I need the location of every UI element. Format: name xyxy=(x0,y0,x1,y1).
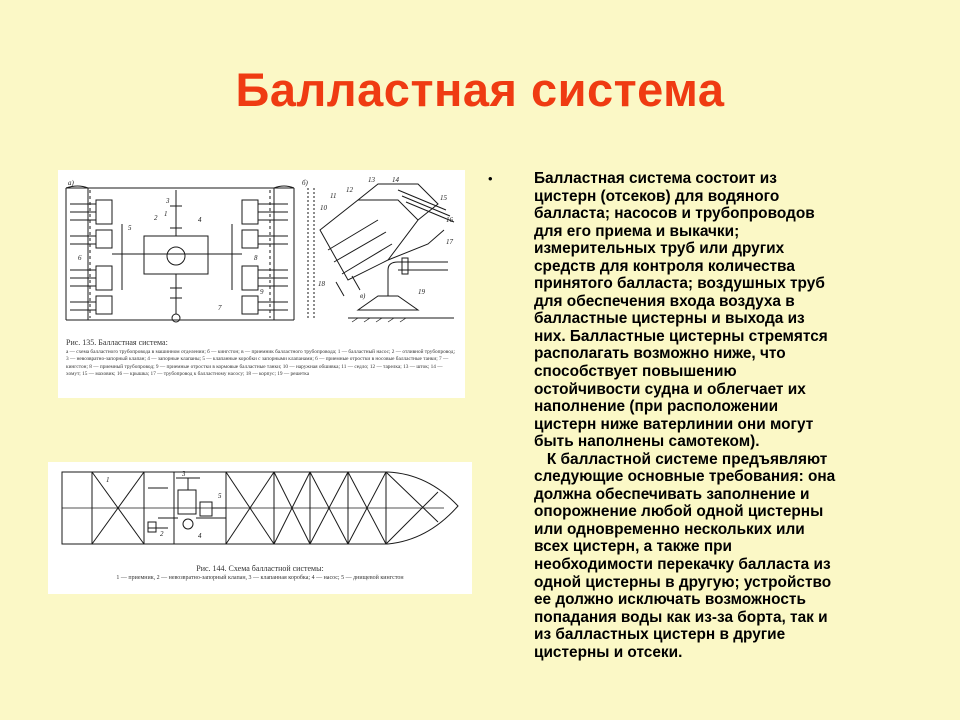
figure-top-caption-title: Рис. 135. Балластная система: xyxy=(66,338,168,347)
text-line: всех цистерн, а также при xyxy=(534,538,732,556)
label-17: 17 xyxy=(446,238,453,246)
panel-v-label: в) xyxy=(360,292,366,300)
text-line: Балластная система состоит из xyxy=(534,170,777,187)
figure-bottom-caption-title: Рис. 144. Схема балластной системы: xyxy=(196,564,324,573)
text-line: опорожнение любой одной цистерны xyxy=(534,503,824,521)
text-line: принятого балласта; воздушных труб xyxy=(534,275,825,293)
text-line: для его приема и выкачки; xyxy=(534,222,740,240)
text-line: быть наполнены самотеком). xyxy=(534,433,760,451)
figure-top-caption-body: а — схема балластного трубопровода в машинном отделении; б — кингстон; в — приемник балластного трубопровода; 1 — балластный насос; 2 — отливной трубопровод; 3 — невозвратно-запорный клапан; 4 — запорные клапаны; 5 — клапанные коробки с запорными клапанами; 6 — приемные отростки в носовые балластные танки; 7 — кингстон; 8 — приемный трубопровод; 9 — приемные отростки в кормовые балластные танки; 10 — наружная обшивка; 11 — седло; 12 — тарелка; 13 — шток; 14 — хомут; 15 — маховик; 16 — крышка; 17 — трубопровод к балластному насосу; 18 — корпус; 19 — решетка xyxy=(66,349,455,377)
text-line: из балластных цистерн в другие xyxy=(534,626,786,644)
text-line: располагать возможно ниже, что xyxy=(534,345,786,363)
ship-label-4: 4 xyxy=(198,532,202,540)
label-11: 11 xyxy=(330,192,337,200)
label-6: 6 xyxy=(78,254,82,262)
panel-b-label: б) xyxy=(302,179,308,187)
bullet-marker: • xyxy=(488,171,493,186)
text-line: балласта; насосов и трубопроводов xyxy=(534,205,815,223)
slide-title: Балластная система xyxy=(235,63,725,116)
text-line: способствует повышению xyxy=(534,363,737,381)
label-8: 8 xyxy=(254,254,258,262)
text-line: К балластной системе предъявляют xyxy=(534,450,828,468)
label-15: 15 xyxy=(440,194,447,202)
text-line: необходимости перекачку балласта из xyxy=(534,556,831,574)
text-line: них. Балластные цистерны стремятся xyxy=(534,327,828,345)
label-12: 12 xyxy=(346,186,353,194)
text-line: одной цистерны в другую; устройство xyxy=(534,573,832,591)
ship-label-3: 3 xyxy=(182,470,186,478)
label-9: 9 xyxy=(260,288,264,296)
ship-label-2: 2 xyxy=(160,530,164,538)
label-5: 5 xyxy=(128,224,132,232)
bullet-paragraph xyxy=(534,170,918,661)
label-19: 19 xyxy=(418,288,425,296)
text-line: ее должно исключать возможность xyxy=(534,591,806,609)
ship-label-1: 1 xyxy=(106,476,110,484)
text-line: для обеспечения входа воздуха в xyxy=(534,292,795,310)
label-13: 13 xyxy=(368,176,375,184)
label-2: 2 xyxy=(154,214,158,222)
label-7: 7 xyxy=(218,304,222,312)
text-line: попадания воды как из-за борта, так и xyxy=(534,608,828,626)
text-line: цистерн ниже ватерлинии они могут xyxy=(534,415,814,433)
label-4: 4 xyxy=(198,216,202,224)
ship-ballast-scheme xyxy=(48,462,472,594)
ship-label-5: 5 xyxy=(218,492,222,500)
text-line: следующие основные требования: она xyxy=(534,468,836,486)
text-line: цистерны и отсеки. xyxy=(534,643,683,661)
text-line: средств для контроля количества xyxy=(534,257,795,275)
text-line: балластные цистерны и выхода из xyxy=(534,310,805,328)
text-line: остойчивости судна и облегчает их xyxy=(534,380,806,398)
ballast-piping-diagram xyxy=(58,170,465,398)
text-line: измерительных труб или других xyxy=(534,240,785,258)
label-3: 3 xyxy=(166,197,170,205)
figure-bottom-caption-body: 1 — приемник, 2 — невозвратно-запорный клапан, 3 — клапанная коробка; 4 — насос; 5 — днищевой кингстон xyxy=(116,575,404,581)
text-line: или одновременно нескольких или xyxy=(534,520,805,538)
text-line: цистерн (отсеков) для водяного xyxy=(534,187,780,205)
text-line: должна обеспечивать заполнение и xyxy=(534,485,810,503)
label-1: 1 xyxy=(164,210,168,218)
label-18: 18 xyxy=(318,280,325,288)
label-14: 14 xyxy=(392,176,399,184)
panel-a-label: а) xyxy=(68,179,74,187)
label-10: 10 xyxy=(320,204,327,212)
text-line: наполнение (при расположении xyxy=(534,398,779,416)
label-16: 16 xyxy=(446,216,453,224)
